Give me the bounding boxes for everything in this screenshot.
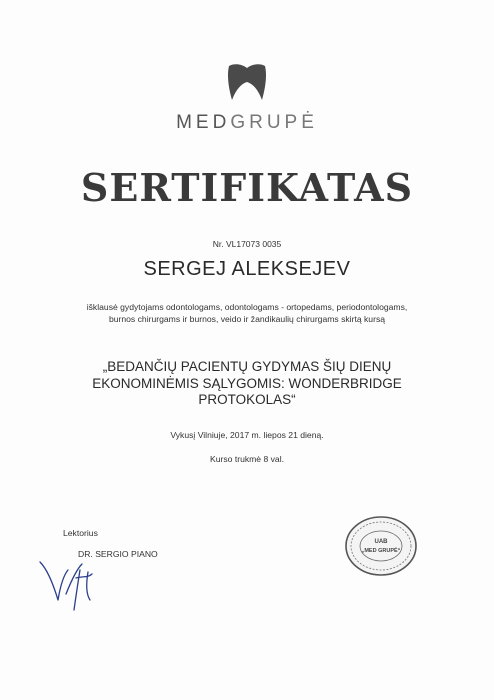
course-title bbox=[60, 359, 434, 409]
brand-wordmark bbox=[0, 112, 494, 134]
lecturer-name: DR. SERGIO PIANO bbox=[78, 549, 158, 559]
description-line: burnos chirurgams ir burnos, veido ir žandikaulių chirurgams skirtą kursą bbox=[108, 314, 386, 324]
stamp-line-1: UAB bbox=[374, 539, 388, 545]
course-title-line: EKONOMINĖMIS SĄLYGOMIS: WONDERBRIDGE bbox=[92, 375, 402, 391]
certificate-title: SERTIFIKATAS bbox=[80, 165, 414, 210]
stamp-line-2: „MED GRUPĖ“ bbox=[361, 548, 401, 554]
brand-part-b: GRUPĖ bbox=[230, 112, 318, 133]
brand-part-a: MED bbox=[176, 112, 231, 133]
course-title-line: PROTOKOLAS“ bbox=[198, 392, 296, 407]
course-duration: Kurso trukmė 8 val. bbox=[209, 454, 285, 464]
tooth-logo-icon bbox=[0, 62, 494, 102]
course-title-line: „BEDANČIŲ PACIENTŲ GYDYMAS ŠIŲ DIENŲ bbox=[102, 359, 392, 374]
course-audience-description bbox=[60, 301, 434, 325]
company-seal-icon bbox=[343, 514, 419, 578]
signature-icon bbox=[36, 548, 116, 623]
certificate-number: Nr. VL17073 0035 bbox=[212, 239, 282, 249]
recipient-name: SERGEJ ALEKSEJEV bbox=[143, 258, 351, 280]
lecturer-label: Lektorius bbox=[63, 528, 98, 538]
description-line: išklausė gydytojams odontologams, odontologams - ortopedams, periodontologams, bbox=[86, 302, 408, 312]
place-and-date: Vykusį Vilniuje, 2017 m. liepos 21 dieną. bbox=[170, 430, 324, 440]
